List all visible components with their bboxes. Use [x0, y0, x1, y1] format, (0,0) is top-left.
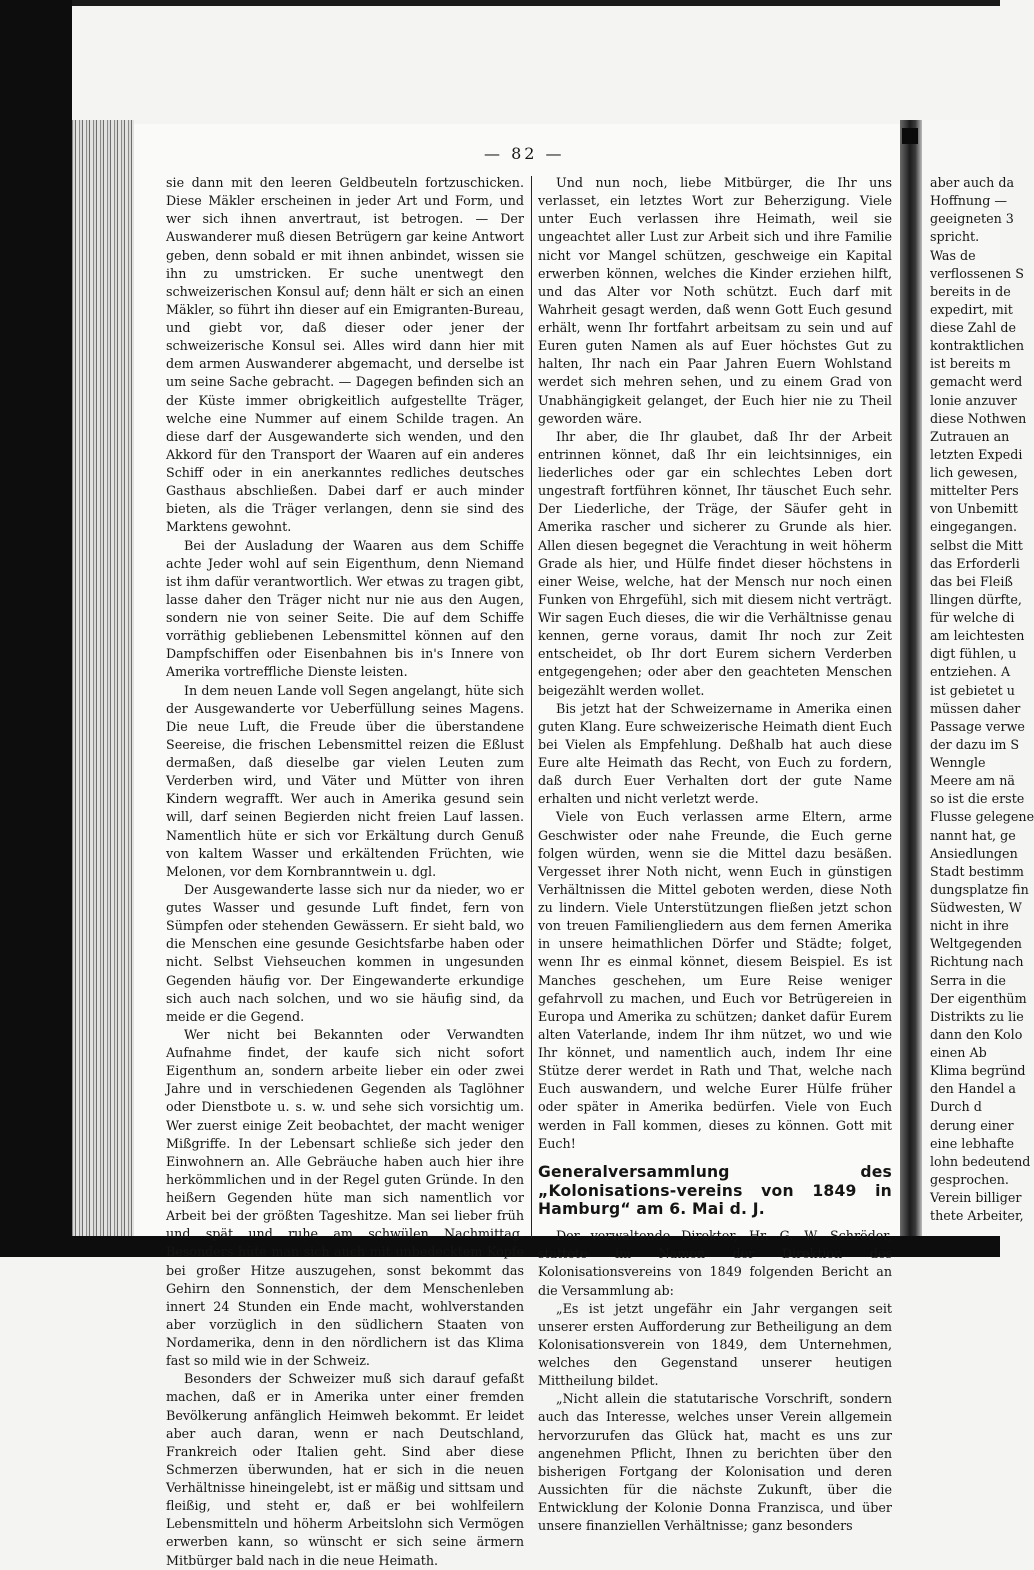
text-line-fragment: Hoffnung — — [930, 193, 1008, 209]
text-line-fragment: eine lebhafte — [930, 1135, 1015, 1151]
text-line-fragment: expedirt, mit — [930, 301, 1013, 317]
text-line-fragment: Der eigenthüm — [930, 990, 1027, 1006]
text-line-fragment: kontraktlichen — [930, 338, 1025, 354]
text-line-fragment: spricht. — [930, 229, 980, 245]
text-line-fragment: am leichtesten — [930, 628, 1025, 644]
text-line-fragment: verflossenen S — [930, 265, 1024, 281]
text-line-fragment: von Unbemitt — [930, 501, 1018, 517]
text-line-fragment: müssen daher — [930, 700, 1021, 716]
text-line-fragment: Klima begründ — [930, 1063, 1026, 1079]
scan-border-top — [72, 0, 1000, 6]
text-line-fragment: gemacht werd — [930, 374, 1023, 390]
paragraph: Wer nicht bei Bekannten oder Verwandten Aufnahme findet, der kaufe sich nicht sofort Eigenthum an, sondern arbeite lieber ein oder zwei Jahre und in verschiedenen Gegenden als Taglöhner oder Dienstbote u. s. w. und sehe sich vorsichtig um. Wer zuerst einige Zeit beobachtet, der macht weniger Mißgriffe. In der Lebensart schließe sich jeder den Einwohnern an. Alle Gebräuche haben auch hier ihre herkömmlichen und in der Regel guten Gründe. In den heißern Gegenden hüte man sich namentlich vor Arbeit bei der größten Tageshitze. Man sei lieber früh und spät und ruhe am schwülen Nachmittag. Besonders hüte man sich auch mit unbedecktem Kopfe bei großer Hitze auszugehen, sonst bekommt das Gehirn den Sonnenstich, der dem Menschenleben innert 24 Stunden ein Ende macht, wohlverstanden aber vorzüglich in den südlichern Staaten von Nordamerika, denn in den nördlichern ist das Klima fast so mild wie in der Schweiz. — [166, 1026, 524, 1369]
text-line-fragment: lonie anzuver — [930, 392, 1017, 408]
text-line-fragment: aber auch da — [930, 175, 1015, 190]
text-line-fragment: Richtung nach — [930, 954, 1024, 970]
text-line-fragment: entziehen. A — [930, 664, 1011, 680]
text-line-fragment: Weltgegenden — [930, 936, 1022, 952]
text-line-fragment: Distrikts zu lie — [930, 1008, 1024, 1024]
text-line-fragment: mittelter Pers — [930, 483, 1019, 499]
text-line-fragment: diese Nothwen — [930, 410, 1027, 426]
text-line-fragment: ist bereits m — [930, 356, 1011, 372]
book-gutter — [900, 120, 922, 1236]
text-line-fragment: Südwesten, W — [930, 900, 1022, 915]
paragraph: Der Ausgewanderte lasse sich nur da nieder, wo er gutes Wasser und gesunde Luft findet, fern von Sümpfen oder stehenden Gewässern. Er sieht bald, wo die Menschen eine gesunde Gesichtsfarbe haben oder nicht. Selbst Viehseuchen kommen in ungesunden Gegenden häufig vor. Der Eingewanderte erkundige sich auch nach solchen, und wo sie häufig sind, da meide er die Gegend. — [166, 881, 524, 1024]
text-line-fragment: ist gebietet u — [930, 682, 1015, 698]
text-line-fragment: lohn bedeutend — [930, 1153, 1031, 1169]
text-line-fragment: das bei Fleiß — [930, 573, 1013, 589]
text-line-fragment: dungsplatze fin — [930, 881, 1029, 897]
facing-page-column-fragment — [930, 174, 1034, 1225]
text-line-fragment: digt fühlen, u — [930, 646, 1017, 662]
column-divider — [531, 176, 532, 1238]
corner-mark — [902, 128, 918, 144]
scan-border-left — [0, 0, 72, 1257]
text-line-fragment: derung einer — [930, 1117, 1014, 1133]
text-line-fragment: nicht in ihre — [930, 918, 1009, 934]
paragraph: Bei der Ausladung der Waaren aus dem Schiffe achte Jeder wohl auf sein Eigenthum, denn Niemand ist ihm dafür verantwortlich. Wer etwas zu tragen gibt, lasse daher den Träger nicht nur nie aus den Augen, sondern nie von seiner Seite. Die auf dem Schiffe vorräthig gebliebenen Lebensmittel können auf den Dampfschiffen oder Eisenbahnen bis in's Innere von Amerika vortreffliche Dienste leisten. — [166, 537, 524, 680]
text-line-fragment: Flusse gelegene — [930, 809, 1034, 825]
text-line-fragment: Verein billiger — [930, 1190, 1022, 1205]
text-line-fragment: thete Arbeiter, — [930, 1208, 1024, 1224]
page-number: — 82 — — [484, 144, 565, 163]
text-line-fragment: für welche di — [930, 610, 1015, 625]
text-line-fragment: Was de — [930, 247, 976, 263]
text-line-fragment: Wenngle — [930, 755, 986, 770]
text-line-fragment: Zutrauen an — [930, 428, 1010, 444]
paragraph: „Nicht allein die statutarische Vorschrift, sondern auch das Interesse, welches unser Verein allgemein hervorzurufen das Glück hat, macht es uns zur angenehmen Pflicht, Ihnen zu berichten über den bisherigen Fortgang der Kolonisation und deren Aussichten für die nächste Zukunft, über die Entwicklung der Kolonie Donna Franzisca, und über unsere finanziellen Verhältnisse; ganz besonders — [538, 1391, 892, 1534]
text-line-fragment: diese Zahl de — [930, 320, 1017, 335]
text-line-fragment: lich gewesen, — [930, 465, 1018, 480]
text-line-fragment: letzten Expedi — [930, 446, 1023, 462]
text-column-2 — [538, 174, 892, 1535]
text-line-fragment: Ansiedlungen — [930, 845, 1018, 861]
text-line-fragment: der dazu im S — [930, 736, 1020, 752]
paragraph: „Es ist jetzt ungefähr ein Jahr vergangen seit unserer ersten Aufforderung zur Betheiligung an dem Kolonisationsverein von 1849, dem Unternehmen, welches den Gegenstand unserer heutigen Mittheilung bildet. — [538, 1300, 892, 1389]
text-line-fragment: selbst die Mitt — [930, 537, 1023, 553]
book-page-edges — [72, 120, 134, 1236]
text-line-fragment: Durch d — [930, 1099, 982, 1115]
paragraph: Viele von Euch verlassen arme Eltern, arme Geschwister oder nahe Freunde, die Euch gerne folgen würden, wenn sie die Mittel dazu besäßen. Vergesset ihrer Noth nicht, wenn Euch in günstigen Verhältnissen die Mittel geboten werden, diese Noth zu lindern. Viele Unterstützungen fließen jetzt schon von treuen Familiengliedern aus dem fernen Amerika in unsere heimathlichen Dörfer und Städte; folget, wenn Ihr es einmal könnet, diesem Beispiel. Es ist Manches geschehen, um Eure Reise weniger gefahrvoll zu machen, und Euch vor Betrügereien in Europa und Amerika zu schützen; danket dafür Eurem alten Vaterlande, indem Ihr ihm nützet, wo und wie Ihr könnet, und namentlich auch, indem Ihr eine Stütze derer werdet in Rath und That, welche nach Euch auswandern, und welche Eurer Hülfe früher oder später in Amerika bedürfen. Viele von Euch werden in Fall kommen, dieses zu können. Gott mit Euch! — [538, 809, 892, 1151]
text-line-fragment: Serra in die — [930, 972, 1006, 988]
text-line-fragment: so ist die erste — [930, 791, 1025, 807]
text-line-fragment: den Handel a — [930, 1081, 1016, 1097]
text-line-fragment: das Erforderli — [930, 555, 1020, 571]
text-line-fragment: dann den Kolo — [930, 1026, 1023, 1042]
text-line-fragment: bereits in de — [930, 283, 1011, 299]
paragraph: sie dann mit den leeren Geldbeuteln fortzuschicken. Diese Mäkler erscheinen in jeder Art und Form, und wer sich ihnen anvertraut, ist betrogen. — Der Auswanderer muß diesen Betrügern gar keine Antwort geben, denn sobald er mit ihnen anbindet, wissen sie ihn zu umstricken. Er suche unentwegt den schweizerischen Konsul auf; denn hält er sich an einen Mäkler, so führt ihn dieser auf ein Emigranten-Bureau, und giebt vor, daß dieser oder jener der schweizerische Konsul sei. Alles wird dann hier mit dem armen Auswanderer abgemacht, und derselbe ist um seine Sache gebracht. — Dagegen befinden sich an der Küste immer obrigkeitlich aufgestellte Träger, welche eine Nummer auf einem Schilde tragen. An diese darf der Ausgewanderte sich wenden, und den Akkord für den Transport der Waaren auf ein anderes Schiff oder in ein anerkanntes redliches deutsches Gasthaus abschließen. Dabei darf er auch minder bieten, als die Träger verlangen, denn sie sind des Marktens gewohnt. — [166, 175, 524, 535]
text-line-fragment: einen Ab — [930, 1045, 987, 1060]
paragraph: Besonders der Schweizer muß sich darauf gefaßt machen, daß er in Amerika unter einer fremden Bevölkerung anfänglich Heimweh bekommt. Er leidet aber auch daran, wenn er nach Deutschland, Frankreich oder Italien geht. Sind aber diese Schmerzen überwunden, hat er sich in die neuen Verhältnisse hineingelebt, ist er mäßig und sittsam und fleißig, und steht er, daß er bei wohlfeilern Lebensmitteln und höherm Arbeitslohn sich Vermögen erwerben kann, so wünscht er sich seine ärmern Mitbürger bald nach in die neue Heimath. — [166, 1371, 524, 1568]
text-line-fragment: nannt hat, ge — [930, 827, 1016, 843]
text-line-fragment: Meere am nä — [930, 773, 1015, 789]
paragraph: Bis jetzt hat der Schweizername in Amerika einen guten Klang. Eure schweizerische Heimath dient Euch bei Vielen als Empfehlung. Deßhalb hat auch diese Eure alte Heimath das Recht, von Euch zu fordern, daß durch Euer Verhalten dort der gute Name erhalten und nicht verletzt werde. — [538, 700, 892, 807]
text-line-fragment: Passage verwe — [930, 718, 1025, 734]
paragraph: Und nun noch, liebe Mitbürger, die Ihr uns verlasset, ein letztes Wort zur Beherzigung. Viele unter Euch verlassen ihre Heimath, weil sie ungeachtet aller Lust zur Arbeit sich und ihre Familie nicht vor Mangel schützen, geschweige ein Kapital erwerben können, welches die Kinder erziehen hilft, und das Alter vor Noth schützt. Euch darf mit Wahrheit gesagt werden, daß wenn Gott Euch gesund erhält, wenn Ihr fortfahrt arbeitsam zu sein und auf Euren guten Namen als auf Euer höchstes Gut zu halten, Ihr nach ein Paar Jahren Euern Wohlstand werdet sich mehren sehen, und zu einem Grad von Unabhängigkeit gelanget, der Euch hier nie zu Theil geworden wäre. — [538, 175, 892, 426]
paragraph: Der verwaltende Direktor, Hr. G. W. Schröder, stattete im Namen der Direktion des Kolonisationsvereins von 1849 folgenden Bericht an die Versammlung ab: — [538, 1228, 892, 1298]
paragraph: In dem neuen Lande voll Segen angelangt, hüte sich der Ausgewanderte vor Ueberfüllung seines Magens. Die neue Luft, die Freude über die überstandene Seereise, die frischen Lebensmittel reizen die Eßlust dermaßen, daß dieselbe gar vielen Leuten zum Verderben wird, und Väter und Mütter von ihren Kindern wegrafft. Wer auch in Amerika gesund sein will, darf seinen Begierden nicht freien Lauf lassen. Namentlich hüte er sich vor Erkältung durch Genuß von kaltem Wasser und erkältenden Früchten, wie Melonen, vor dem Kornbranntwein u. dgl. — [166, 682, 524, 879]
section-heading: Generalversammlung des „Kolonisations-vereins von 1849 in Hamburg“ am 6. Mai d. J. — [538, 1162, 892, 1219]
text-line-fragment: gesprochen. — [930, 1171, 1009, 1187]
text-line-fragment: eingegangen. — [930, 519, 1018, 535]
text-line-fragment: llingen dürfte, — [930, 591, 1022, 607]
paragraph: Ihr aber, die Ihr glaubet, daß Ihr der Arbeit entrinnen könnet, daß Ihr ein leichtsinniges, ein liederliches oder gar ein schlechtes Leben dort ungestraft fortführen könnet, Ihr täuschet Euch sehr. Der Liederliche, der Träge, der Säufer geht in Amerika rascher und sicherer zu Grunde als hier. Allen diesen begegnet die Verachtung in weit höherm Grade als hier, und Hülfe findet dieser höchstens in einer Weise, welche, hat der Mensch nur noch einen Funken von Ehrgefühl, sich mit diesem nicht verträgt. Wir sagen Euch dieses, die wir die Verhältnisse genau kennen, gerne voraus, damit Ihr noch zur Zeit entscheidet, ob Ihr dort Eurem sichern Verderben entgegengehen; oder aber den geachteten Menschen beigezählt werden wollet. — [538, 428, 892, 698]
text-line-fragment: geeigneten 3 — [930, 211, 1014, 227]
text-line-fragment: Stadt bestimm — [930, 863, 1024, 879]
text-column-1 — [166, 174, 524, 1570]
